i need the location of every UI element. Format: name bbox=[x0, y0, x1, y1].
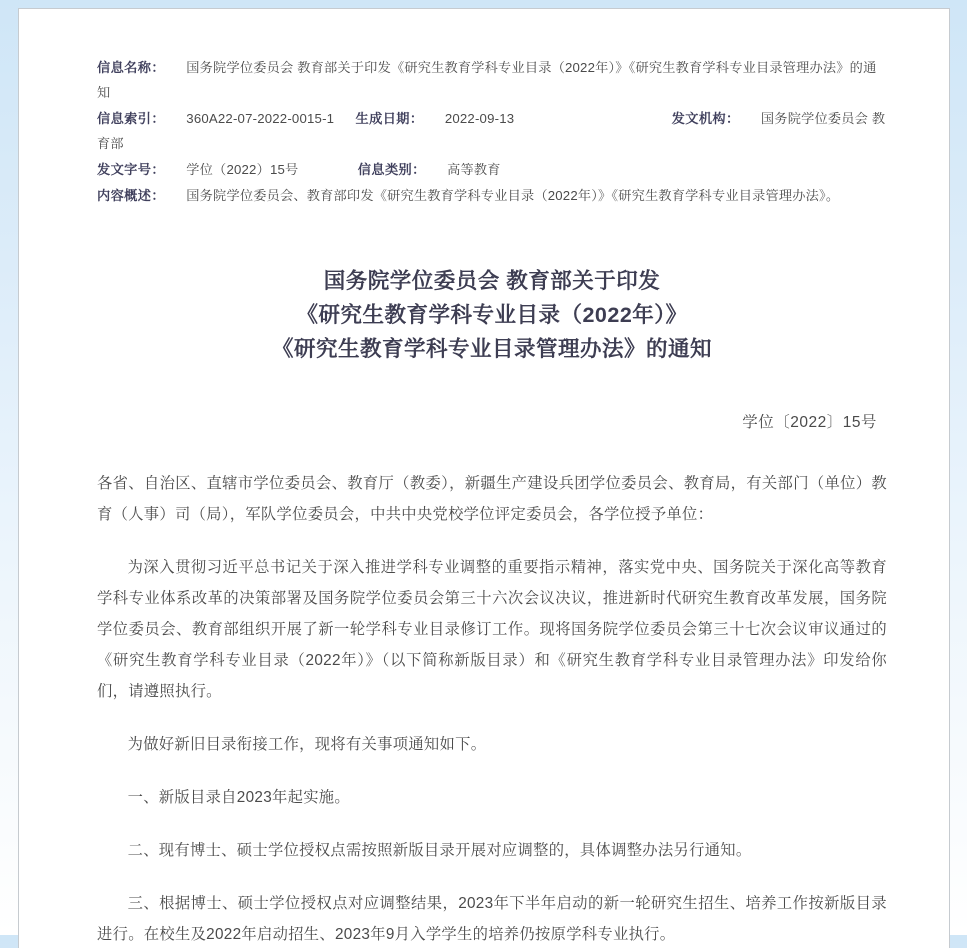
document-content bbox=[19, 9, 949, 948]
document-metadata bbox=[97, 55, 887, 208]
body-addressee: 各省、自治区、直辖市学位委员会、教育厅（教委），新疆生产建设兵团学位委员会、教育局，有关部门（单位）教育（人事）司（局），军队学位委员会，中共中央党校学位评定委员会，各学位授予单位： bbox=[97, 475, 887, 523]
body-item-2: 二、现有博士、硕士学位授权点需按照新版目录开展对应调整的，具体调整办法另行通知。 bbox=[127, 842, 752, 859]
metadata-value-index: 360A22-07-2022-0015-1 bbox=[186, 111, 335, 126]
page-title-line-3: 《研究生教育学科专业目录管理办法》的通知 bbox=[271, 337, 712, 361]
page-title-line-2: 《研究生教育学科专业目录（2022年）》 bbox=[296, 303, 688, 327]
metadata-label-issuing-agency: 发文机构： bbox=[671, 111, 740, 126]
metadata-row-doc-number bbox=[97, 157, 887, 182]
metadata-value-created-date: 2022-09-13 bbox=[444, 111, 515, 126]
metadata-value-issuing-agency: 国务院学位委员会 教育部 bbox=[97, 111, 886, 151]
metadata-label-index: 信息索引： bbox=[97, 111, 165, 126]
body-item-3: 三、根据博士、硕士学位授权点对应调整结果，2023年下半年启动的新一轮研究生招生、培养工作按新版目录进行。在校生及2022年启动招生、2023年9月入学学生的培养仍按原学科专业执行。 bbox=[97, 895, 887, 943]
metadata-label-doc-number: 发文字号： bbox=[97, 162, 165, 177]
body-paragraph-1: 为深入贯彻习近平总书记关于深入推进学科专业调整的重要指示精神，落实党中央、国务院关于深化高等教育学科专业体系改革的决策部署及国务院学位委员会第三十六次会议决议，推进新时代研究生教育改革发展，国务院学位委员会、教育部组织开展了新一轮学科专业目录修订工作。现将国务院学位委员会第三十七次会议审议通过的《研究生教育学科专业目录（2022年）》（以下简称新版目录）和《研究生教育学科专业目录管理办法》印发给你们，请遵照执行。 bbox=[97, 559, 887, 700]
page-title-line-1: 国务院学位委员会 教育部关于印发 bbox=[323, 269, 661, 293]
body-paragraph-2: 为做好新旧目录衔接工作，现将有关事项通知如下。 bbox=[127, 736, 487, 753]
metadata-row-name bbox=[97, 55, 887, 105]
metadata-row-summary bbox=[97, 183, 887, 208]
document-number: 学位〔2022〕15号 bbox=[742, 414, 877, 431]
document-page bbox=[18, 8, 950, 948]
document-body bbox=[97, 468, 887, 948]
metadata-label-name: 信息名称： bbox=[97, 60, 165, 75]
page-title bbox=[97, 264, 887, 366]
metadata-label-category: 信息类别： bbox=[357, 162, 426, 177]
metadata-label-created-date: 生成日期： bbox=[355, 111, 424, 126]
metadata-value-doc-number: 学位（2022）15号 bbox=[186, 162, 299, 177]
metadata-value-name: 国务院学位委员会 教育部关于印发《研究生教育学科专业目录（2022年）》《研究生教育学科专业目录管理办法》的通知 bbox=[97, 60, 877, 100]
metadata-row-index bbox=[97, 106, 887, 156]
metadata-value-summary: 国务院学位委员会、教育部印发《研究生教育学科专业目录（2022年）》《研究生教育学科专业目录管理办法》。 bbox=[186, 188, 840, 203]
body-item-1: 一、新版目录自2023年起实施。 bbox=[127, 789, 350, 806]
metadata-value-category: 高等教育 bbox=[447, 162, 501, 177]
metadata-label-summary: 内容概述： bbox=[97, 188, 165, 203]
